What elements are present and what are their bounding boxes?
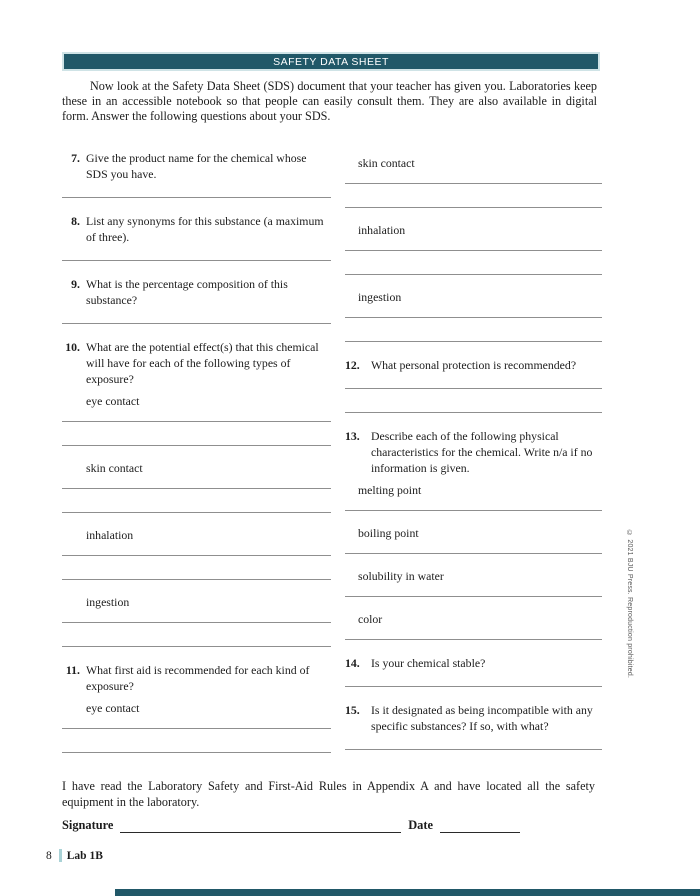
- question-8: [62, 213, 331, 245]
- answer-line: [345, 541, 602, 554]
- question-number: 7.: [71, 151, 80, 165]
- answer-line: [62, 245, 331, 261]
- answer-line: [345, 734, 602, 750]
- question-text: What personal protection is recommended?: [371, 358, 577, 372]
- answer-line: [345, 238, 602, 251]
- answer-line: [62, 729, 331, 753]
- question-9: [62, 276, 331, 308]
- date-line: [440, 818, 520, 833]
- question-number: 8.: [71, 214, 80, 228]
- affirmation-statement: I have read the Laboratory Safety and First-Aid Rules in Appendix A and have located all the safety equipment in the laboratory.: [62, 779, 595, 809]
- question-7: [62, 150, 331, 182]
- question-15: [345, 702, 602, 734]
- sub-label-ingestion: ingestion: [358, 290, 402, 304]
- sub-label-boiling-point: boiling point: [358, 526, 419, 540]
- answer-line: [62, 610, 331, 623]
- question-text: What first aid is recommended for each kind of exposure?: [86, 663, 310, 693]
- sub-label-ingestion: ingestion: [86, 595, 130, 609]
- answer-line: [345, 251, 602, 275]
- page-footer: [46, 849, 103, 862]
- signature-row: [62, 818, 520, 833]
- answer-line: [345, 671, 602, 687]
- answer-line: [62, 422, 331, 446]
- answer-line: [62, 308, 331, 324]
- question-12: [345, 357, 602, 373]
- copyright-notice: © 2021 BJU Press. Reproduction prohibited.: [626, 530, 633, 679]
- intro-paragraph: Now look at the Safety Data Sheet (SDS) document that your teacher has given you. Laboratories keep these in an accessible notebook so that people can easily consult them. They are also available in digital form. Answer the following questions about your SDS.: [62, 79, 597, 123]
- sub-label-inhalation: inhalation: [358, 223, 406, 237]
- question-number: 13.: [345, 429, 360, 443]
- questions-area: [62, 140, 602, 765]
- question-text: List any synonyms for this substance (a maximum of three).: [86, 214, 324, 244]
- sub-label-inhalation: inhalation: [86, 528, 134, 542]
- signature-line: [120, 818, 401, 833]
- question-text: Describe each of the following physical characteristics for the chemical. Write n/a if no information is given.: [371, 429, 593, 475]
- questions-column-left: [62, 140, 331, 753]
- questions-column-right: [345, 140, 602, 750]
- answer-line: [345, 373, 602, 389]
- sub-label-eye-contact: eye contact: [86, 701, 140, 715]
- answer-line: [62, 182, 331, 198]
- answer-line: [345, 389, 602, 413]
- question-10: [62, 339, 331, 387]
- page-number: 8: [46, 849, 52, 862]
- answer-line: [62, 556, 331, 580]
- sub-label-color: color: [358, 612, 383, 626]
- answer-line: [62, 543, 331, 556]
- question-number: 10.: [65, 340, 80, 354]
- question-text: What is the percentage composition of this substance?: [86, 277, 288, 307]
- answer-line: [345, 627, 602, 640]
- question-11: [62, 662, 331, 694]
- sub-label-solubility-in-water: solubility in water: [358, 569, 444, 583]
- sub-label-melting-point: melting point: [358, 483, 422, 497]
- answer-line: [345, 318, 602, 342]
- sub-label-eye-contact: eye contact: [86, 394, 140, 408]
- lab-title: Lab 1B: [66, 849, 103, 862]
- question-text: Give the product name for the chemical whose SDS you have.: [86, 151, 307, 181]
- question-14: [345, 655, 602, 671]
- answer-line: [62, 409, 331, 422]
- question-number: 12.: [345, 358, 360, 372]
- signature-label: Signature: [62, 818, 114, 832]
- answer-line: [345, 184, 602, 208]
- answer-line: [345, 584, 602, 597]
- question-text: What are the potential effect(s) that this chemical will have for each of the following types of exposure?: [86, 340, 319, 386]
- sub-label-skin-contact: skin contact: [86, 461, 143, 475]
- question-13: [345, 428, 602, 476]
- question-number: 11.: [65, 663, 80, 677]
- answer-line: [62, 489, 331, 513]
- question-text: Is it designated as being incompatible with any specific substances? If so, with what?: [371, 703, 593, 733]
- answer-line: [345, 498, 602, 511]
- section-title: SAFETY DATA SHEET: [273, 55, 389, 68]
- answer-line: [62, 716, 331, 729]
- question-text: Is your chemical stable?: [371, 656, 486, 670]
- section-banner: [62, 52, 600, 71]
- footer-divider: [59, 849, 62, 862]
- answer-line: [62, 623, 331, 647]
- answer-line: [345, 305, 602, 318]
- date-label: Date: [408, 818, 433, 832]
- answer-line: [62, 476, 331, 489]
- question-number: 9.: [71, 277, 80, 291]
- question-number: 14.: [345, 656, 360, 670]
- answer-line: [345, 171, 602, 184]
- question-number: 15.: [345, 703, 360, 717]
- bottom-accent-bar: [115, 889, 700, 896]
- sub-label-skin-contact: skin contact: [358, 156, 415, 170]
